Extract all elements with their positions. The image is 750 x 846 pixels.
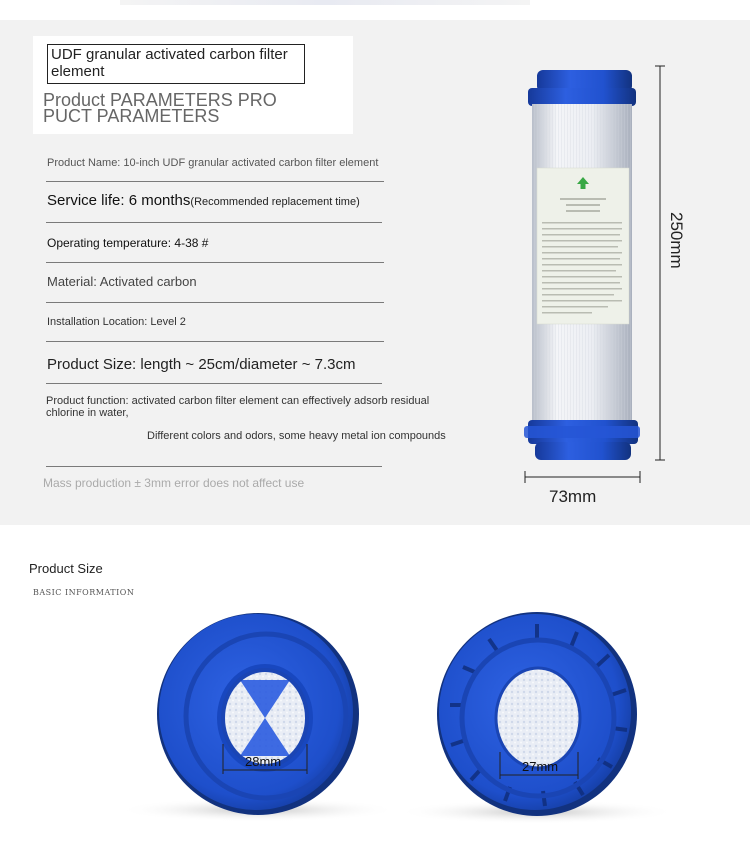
right-cap-label: 27mm — [522, 759, 559, 774]
height-dimension — [655, 66, 665, 460]
tolerance-note: Mass production ± 3mm error does not affect use — [43, 476, 305, 490]
spec-installation-location: Installation Location: Level 2 — [47, 316, 186, 328]
spec-product-function: Product function: activated carbon filter element can effectively adsorb residual chlorine in water, — [46, 395, 430, 419]
width-label: 73mm — [549, 487, 597, 506]
spec-operating-temperature: Operating temperature: 4-38 # — [47, 236, 209, 250]
spec-product-name: Product Name: 10-inch UDF granular activated carbon filter element — [47, 157, 379, 169]
height-label: 250mm — [667, 212, 686, 269]
top-cap-base — [528, 88, 636, 106]
section-title: Product Size — [29, 561, 103, 576]
width-dimension — [525, 471, 640, 483]
spec-product-function-cont: Different colors and odors, some heavy metal ion compounds — [147, 430, 446, 442]
bottom-cap-base — [535, 442, 631, 460]
filter-cartridge — [524, 70, 640, 460]
end-cap-right — [437, 612, 637, 816]
service-life-text: Service life: 6 months — [47, 192, 191, 209]
service-life-note: (Recommended replacement time) — [190, 196, 360, 208]
section-subtitle: BASIC INFORMATION — [33, 588, 135, 597]
parameters-heading: Product PARAMETERS PRO PUCT PARAMETERS — [43, 90, 277, 126]
left-cap-label: 28mm — [245, 754, 282, 769]
spec-material: Material: Activated carbon — [47, 274, 197, 289]
spec-product-size: Product Size: length ~ 25cm/diameter ~ 7.3cm — [47, 356, 356, 373]
end-cap-left — [157, 613, 359, 815]
product-title: UDF granular activated carbon filter element — [47, 44, 305, 84]
